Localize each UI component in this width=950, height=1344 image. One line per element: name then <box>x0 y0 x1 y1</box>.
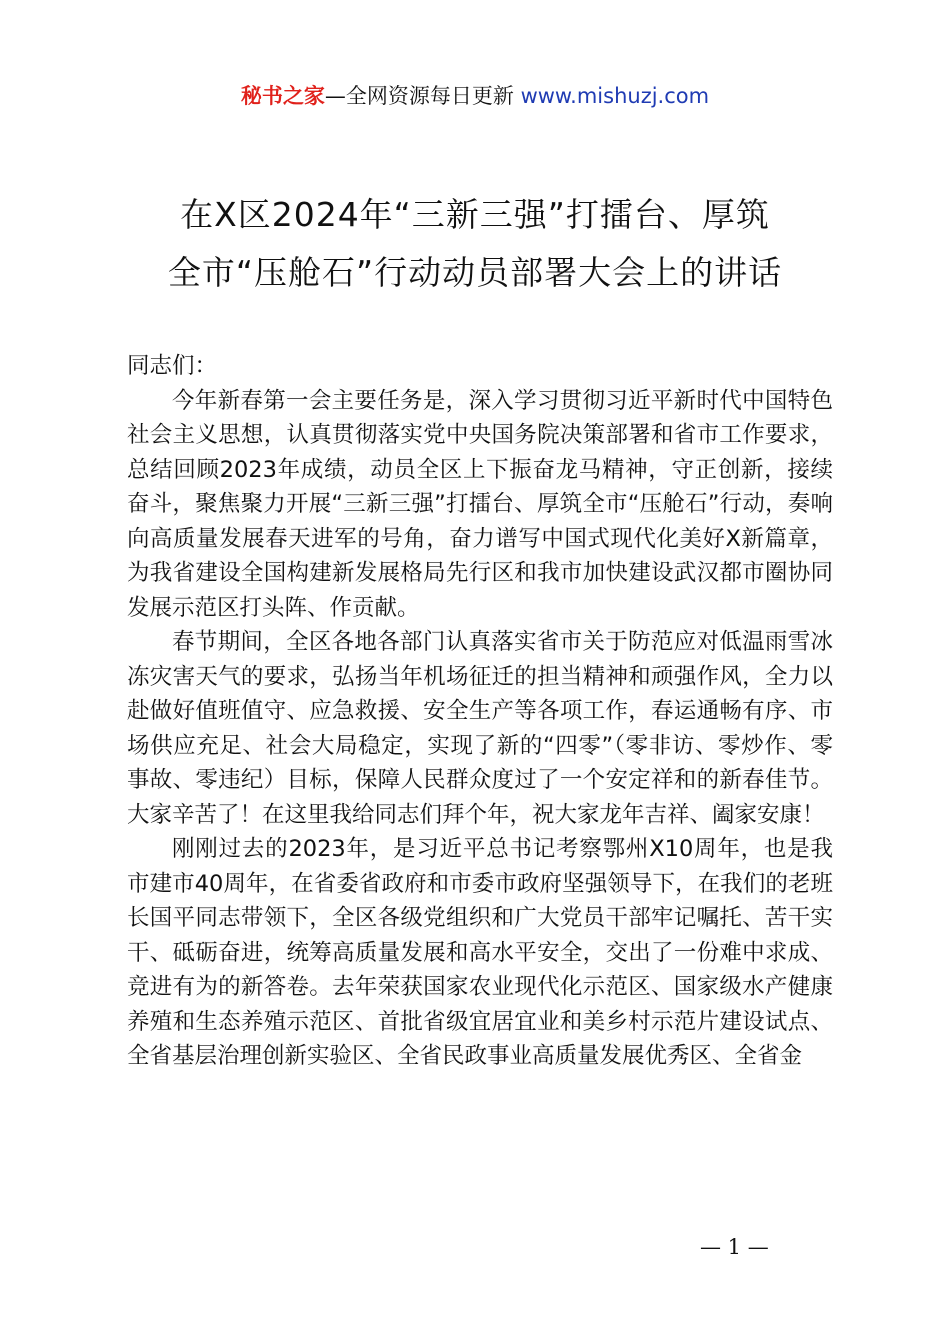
document-body <box>127 349 833 1074</box>
page-number: — 1 — <box>700 1235 769 1259</box>
site-header <box>0 80 950 112</box>
site-url-link[interactable]: www.mishuzj.com <box>520 84 710 108</box>
salutation: 同志们： <box>127 353 218 379</box>
paragraph-3: 刚刚过去的2023年，是习近平总书记考察鄂州X10周年，也是我市建市40周年，在省委省政府和市委市政府坚强领导下，在我们的老班长国平同志带领下，全区各级党组织和广大党员干部牢记嘱托、苦干实干、砥砺奋进，统筹高质量发展和高水平安全，交出了一份难中求成、竞进有为的新答卷。去年荣获国家农业现代化示范区、国家级水产健康养殖和生态养殖示范区、首批省级宜居宜业和美乡村示范片建设试点、全省基层治理创新实验区、全省民政事业高质量发展优秀区、全省金 <box>127 836 833 1069</box>
site-slogan: —全网资源每日更新 <box>324 84 514 108</box>
title-line-1: 在X区2024年“三新三强”打擂台、厚筑 <box>180 195 770 234</box>
title-line-2: 全市“压舱石”行动动员部署大会上的讲话 <box>167 253 783 292</box>
paragraph-2: 春节期间，全区各地各部门认真落实省市关于防范应对低温雨雪冰冻灾害天气的要求，弘扬当年机场征迁的担当精神和顽强作风，全力以赴做好值班值守、应急救援、安全生产等各项工作，春运通畅有序、市场供应充足、社会大局稳定，实现了新的“四零”（零非访、零炒作、零事故、零违纪）目标，保障人民群众度过了一个安定祥和的新春佳节。大家辛苦了！在这里我给同志们拜个年，祝大家龙年吉祥、阖家安康！ <box>127 629 833 828</box>
document-title <box>60 186 890 302</box>
paragraph-1: 今年新春第一会主要任务是，深入学习贯彻习近平新时代中国特色社会主义思想，认真贯彻落实党中央国务院决策部署和省市工作要求，总结回顾2023年成绩，动员全区上下振奋龙马精神，守正创新，接续奋斗，聚焦聚力开展“三新三强”打擂台、厚筑全市“压舱石”行动，奏响向高质量发展春天进军的号角，奋力谱写中国式现代化美好X新篇章，为我省建设全国构建新发展格局先行区和我市加快建设武汉都市圈协同发展示范区打头阵、作贡献。 <box>127 387 833 621</box>
site-brand: 秘书之家 <box>240 84 325 108</box>
